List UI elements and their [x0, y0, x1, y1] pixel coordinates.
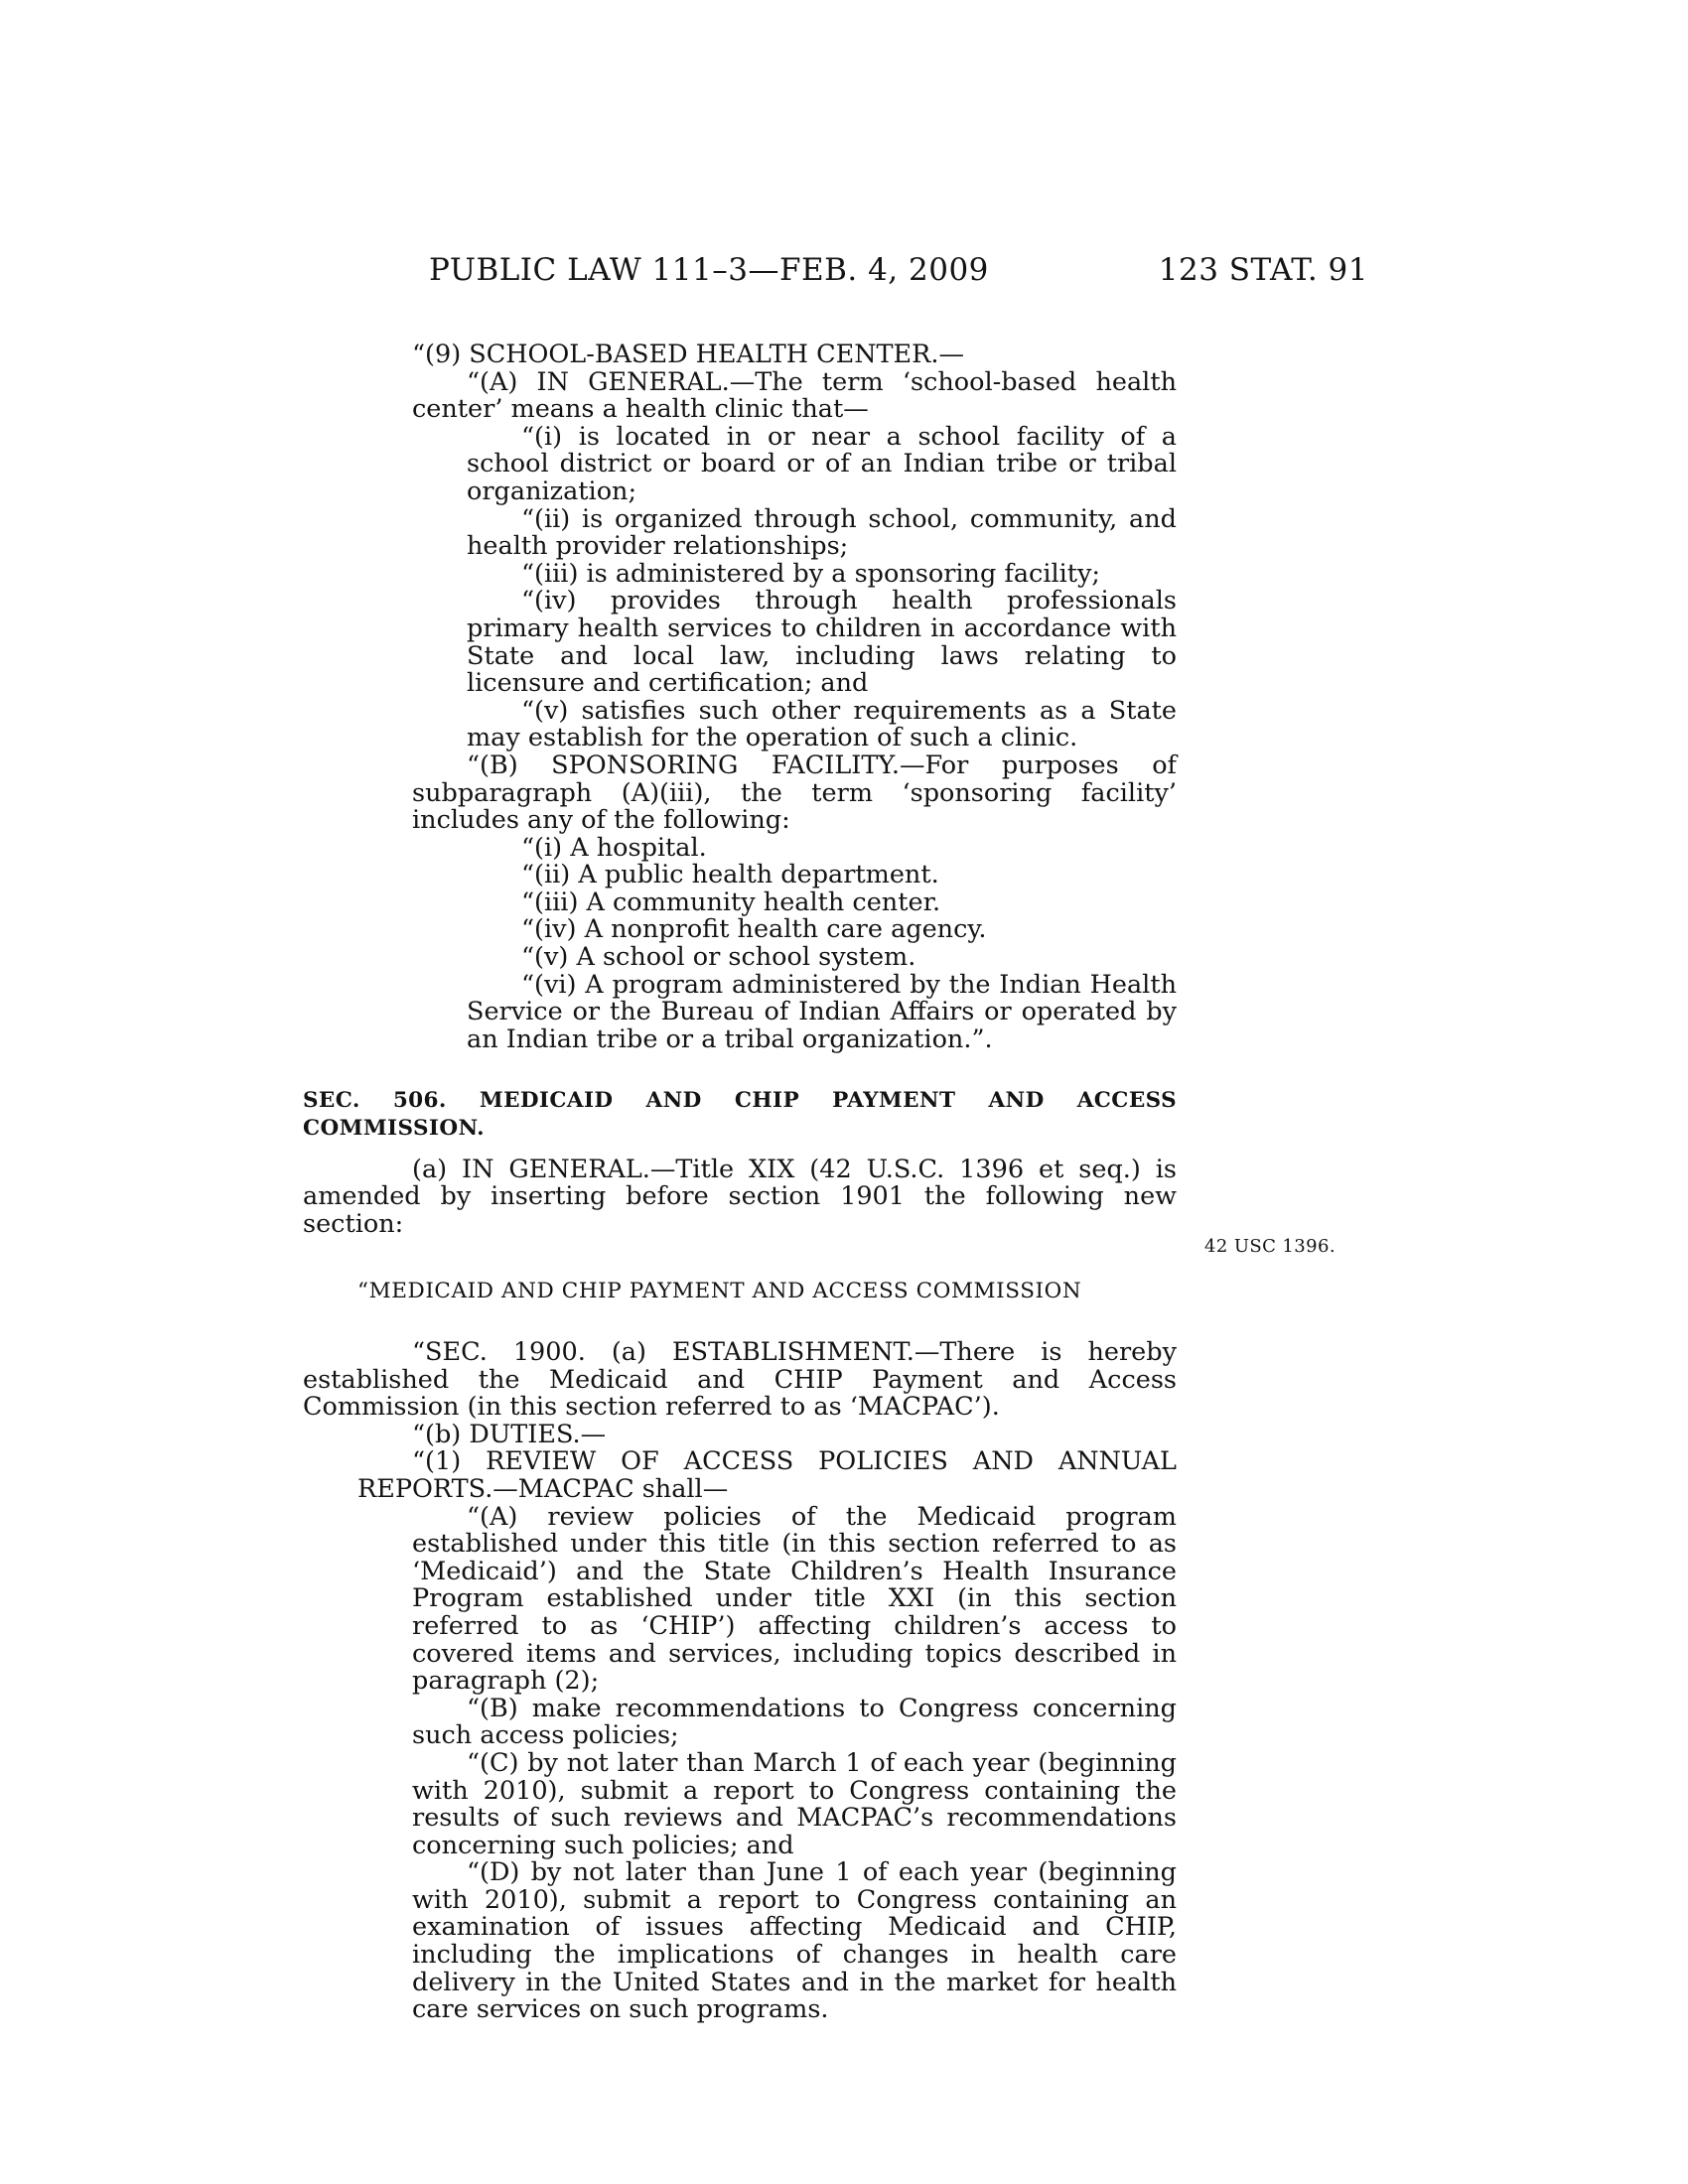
legal-paragraph: “(iii) A community health center. [521, 887, 941, 917]
legal-paragraph: “(v) satisfies such other requirements as a State may establish for the operation of such a clinic. [467, 695, 1177, 753]
section-1900-text [303, 1339, 1177, 2024]
legal-paragraph: “(iv) A nonprofit health care agency. [521, 914, 987, 945]
legal-paragraph: “(vi) A program administered by the Indian Health Service or the Bureau of Indian Affairs or operated by an Indian tribe or a tribal organization.”. [467, 969, 1177, 1054]
legal-paragraph: “(9) SCHOOL-BASED HEALTH CENTER.— [412, 340, 964, 369]
legal-paragraph: “(B) make recommendations to Congress concerning such access policies; [412, 1693, 1177, 1751]
legal-paragraph: “(b) DUTIES.— [412, 1419, 607, 1449]
inserted-section-title: “MEDICAID AND CHIP PAYMENT AND ACCESS COMMISSION [357, 1279, 1082, 1304]
section-intro-paragraph: (a) IN GENERAL.—Title XIX (42 U.S.C. 1396 et seq.) is amended by inserting before section 1901 the following new section: [303, 1154, 1177, 1239]
legal-paragraph: “(C) by not later than March 1 of each year (beginning with 2010), submit a report to Congress containing the results of such reviews and MACPAC’s recommendations concerning such policies; and [412, 1747, 1177, 1860]
document-body [303, 341, 1177, 2024]
legal-paragraph: “(i) is located in or near a school facility of a school district or board or of an Indian tribe or tribal organization; [467, 421, 1177, 506]
legal-paragraph: “(i) A hospital. [521, 832, 707, 863]
legal-paragraph: “(1) REVIEW OF ACCESS POLICIES AND ANNUAL REPORTS.—MACPAC shall— [357, 1446, 1177, 1504]
running-header-title: PUBLIC LAW 111–3—FEB. 4, 2009 [429, 252, 989, 288]
page-number: 123 STAT. 91 [1158, 252, 1368, 288]
legal-paragraph: “(iv) provides through health professionals primary health services to children in accordance with State and local law, including laws relating to licensure and certification; and [467, 586, 1177, 699]
legal-paragraph: “(A) IN GENERAL.—The term ‘school-based health center’ means a health clinic that— [412, 366, 1177, 425]
section-heading: SEC. 506. MEDICAID AND CHIP PAYMENT AND ACCESS COMMISSION. [303, 1088, 1177, 1142]
margin-citation: 42 USC 1396. [1204, 1236, 1336, 1257]
legal-paragraph: “(A) review policies of the Medicaid program established under this title (in this section referred to as ‘Medicaid’) and the State Children’s Health Insurance Program established under title XXI (in this section referred to as ‘CHIP’) affecting children’s access to covered items and services, including topics described in paragraph (2); [412, 1501, 1177, 1697]
legal-paragraph: “(B) SPONSORING FACILITY.—For purposes of subparagraph (A)(iii), the term ‘sponsoring facility’ includes any of the following: [412, 750, 1177, 836]
legal-paragraph: “(D) by not later than June 1 of each year (beginning with 2010), submit a report to Congress containing an examination of issues affecting Medicaid and CHIP, including the implications of changes in health care delivery in the United States and in the market for health care services on such programs. [412, 1857, 1177, 2025]
legal-paragraph: “(ii) is organized through school, community, and health provider relationships; [467, 503, 1177, 562]
legal-paragraph: “(iii) is administered by a sponsoring facility; [521, 558, 1101, 589]
section-505-continuation [303, 341, 1177, 1053]
legal-paragraph: “SEC. 1900. (a) ESTABLISHMENT.—There is hereby established the Medicaid and CHIP Payment and Access Commission (in this section referred to as ‘MACPAC’). [303, 1337, 1177, 1423]
legal-paragraph: “(ii) A public health department. [521, 860, 939, 890]
legal-paragraph: “(v) A school or school system. [521, 942, 916, 973]
